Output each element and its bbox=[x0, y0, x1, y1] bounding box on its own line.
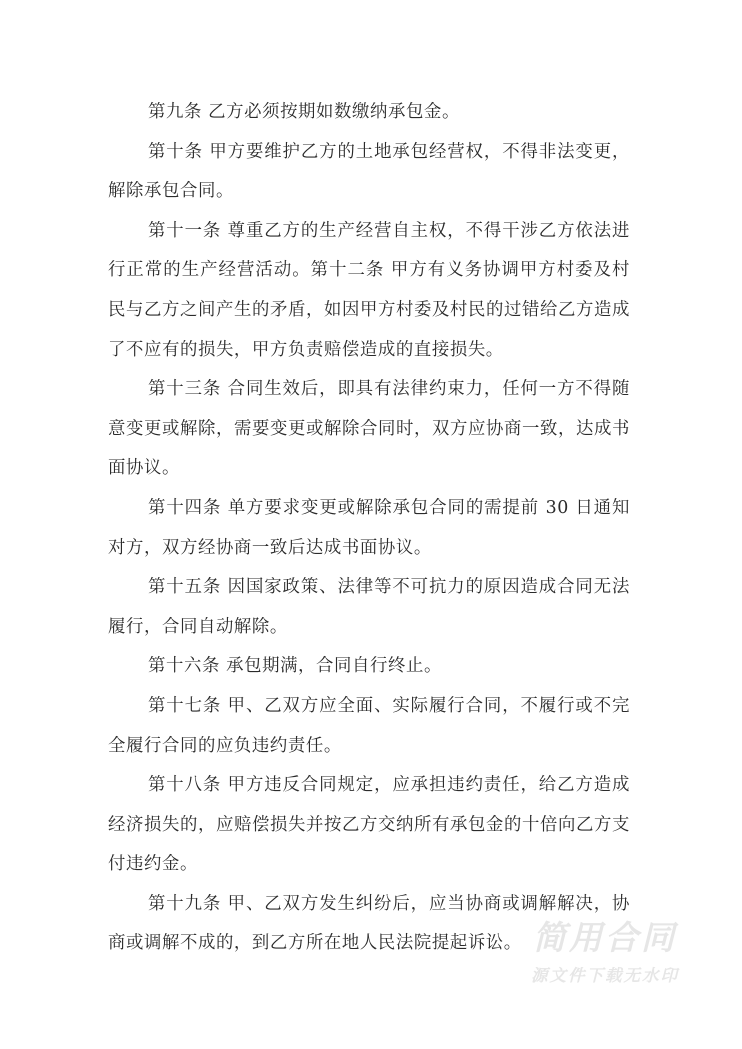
watermark-title: 简用合同 bbox=[533, 918, 677, 957]
watermark-subtitle: 源文件下载无水印 bbox=[531, 966, 679, 985]
article-9: 第九条 乙方必须按期如数缴纳承包金。 bbox=[148, 102, 460, 122]
article-18: 第十八条 甲方违反合同规定，应承担违约责任，给乙方造成经济损失的，应赔偿损失并按乙方交纳所有承包金的十倍向乙方支付违约金。 bbox=[108, 775, 630, 875]
article-17: 第十七条 甲、乙双方应全面、实际履行合同，不履行或不完全履行合同的应负违约责任。 bbox=[108, 695, 630, 756]
article-16: 第十六条 承包期满，合同自行终止。 bbox=[148, 656, 442, 677]
article-10: 第十条 甲方要维护乙方的土地承包经营权，不得非法变更，解除承包合同。 bbox=[108, 141, 630, 202]
article-13: 第十三条 合同生效后，即具有法律约束力，任何一方不得随意变更或解除，需要变更或解除合同时，双方应协商一致，达成书面协议。 bbox=[108, 379, 630, 479]
article-15: 第十五条 因国家政策、法律等不可抗力的原因造成合同无法履行，合同自动解除。 bbox=[108, 577, 630, 637]
article-11-12: 第十一条 尊重乙方的生产经营自主权，不得干涉乙方依法进行正常的生产经营活动。第十二条 甲方有义务协调甲方村委及村民与乙方之间产生的矛盾，如因甲方村委及村民的过错给乙方造成了不应有的损失，甲方负责赔偿造成的直接损失。 bbox=[108, 220, 630, 360]
document-page bbox=[108, 93, 630, 964]
watermark bbox=[510, 918, 700, 988]
article-14: 第十四条 单方要求变更或解除承包合同的需提前 30 日通知对方，双方经协商一致后达成书面协议。 bbox=[108, 497, 630, 558]
article-19: 第十九条 甲、乙双方发生纠纷后，应当协商或调解解决，协商或调解不成的，到乙方所在地人民法院提起诉讼。 bbox=[108, 893, 630, 954]
